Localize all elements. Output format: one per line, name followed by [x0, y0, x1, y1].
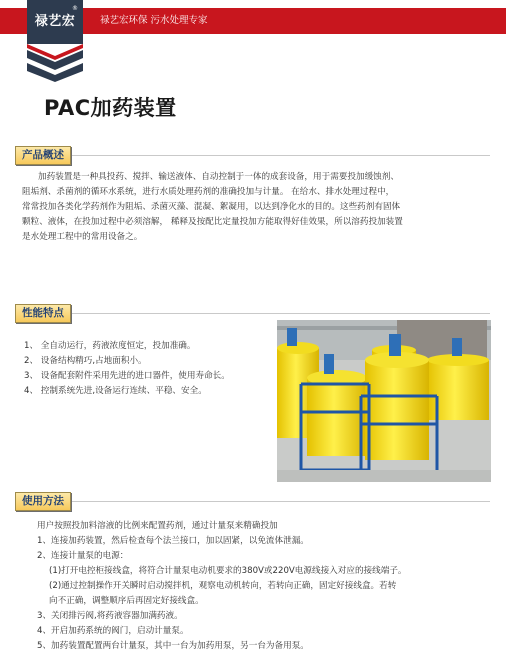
overview-line: 是水处理工程中的常用设备之。: [22, 232, 143, 242]
feature-item: 3、 设备配套附件采用先进的进口器件，使用寿命长。: [24, 371, 230, 381]
registered-mark: ®: [72, 5, 78, 12]
overview-section-header: [15, 148, 490, 162]
usage-line: 2、连接计量泵的电源：: [37, 551, 129, 561]
usage-line: 4、开启加药系统的阀门，启动计量泵。: [37, 626, 189, 636]
overview-line: 常常投加各类化学药剂作为阻垢、杀菌灭藻、混凝、絮凝用，以达到净化水的目的。这些药剂有固体: [22, 202, 401, 212]
company-logo: [27, 0, 83, 82]
usage-heading: 使用方法: [15, 492, 71, 511]
usage-line: (2)通过控制操作开关瞬时启动搅拌机，观察电动机转向，若转向正确，固定好接线盒。若转: [49, 581, 397, 591]
section-divider: [15, 313, 490, 314]
usage-line: 1、连接加药装置，然后检查每个法兰接口，加以固紧，以免流体泄漏。: [37, 536, 309, 546]
features-section-header: [15, 306, 490, 320]
feature-item: 4、 控制系统先进,设备运行连续、平稳、安全。: [24, 386, 207, 396]
usage-line: 用户按照投加料溶液的比例来配置药剂，通过计量泵来精确投加: [37, 521, 278, 531]
usage-line: 5、加药装置配置两台计量泵，其中一台为加药用泵，另一台为备用泵。: [37, 641, 309, 651]
features-heading: 性能特点: [15, 304, 71, 323]
header-tagline: 禄艺宏环保 污水处理专家: [100, 15, 208, 26]
page-title: PAC加药装置: [44, 96, 177, 120]
feature-item: 2、 设备结构精巧,占地面积小。: [24, 356, 147, 366]
overview-line: 颗粒、液体，在投加过程中必须溶解， 稀释及按配比定量投加方能取得好佳效果，所以溶药投加装置: [22, 217, 403, 227]
usage-line: 向不正确，调整顺序后再固定好接线盒。: [49, 596, 204, 606]
overview-heading: 产品概述: [15, 146, 71, 165]
overview-line: 加药装置是一种具投药、搅拌、输送液体、自动控制于一体的成套设备，用于需要投加缓蚀剂、: [38, 172, 399, 182]
section-divider: [15, 155, 490, 156]
usage-line: (1)打开电控柜接线盒，将符合计量泵电动机要求的380V或220V电源线接入对应的接线端子。: [49, 566, 407, 576]
usage-line: 3、关闭排污阀,将药液容器加满药液。: [37, 611, 183, 621]
logo-text: 禄艺宏: [34, 14, 76, 29]
overview-line: 阻垢剂、杀菌剂的循环水系统，进行水质处理药剂的准确投加与计量。 在给水、排水处理过程中，: [22, 187, 395, 197]
usage-section-header: [15, 494, 490, 508]
dosing-tanks-photo: [277, 320, 491, 482]
feature-item: 1、 全自动运行，药液浓度恒定，投加准确。: [24, 341, 196, 351]
section-divider: [15, 501, 490, 502]
